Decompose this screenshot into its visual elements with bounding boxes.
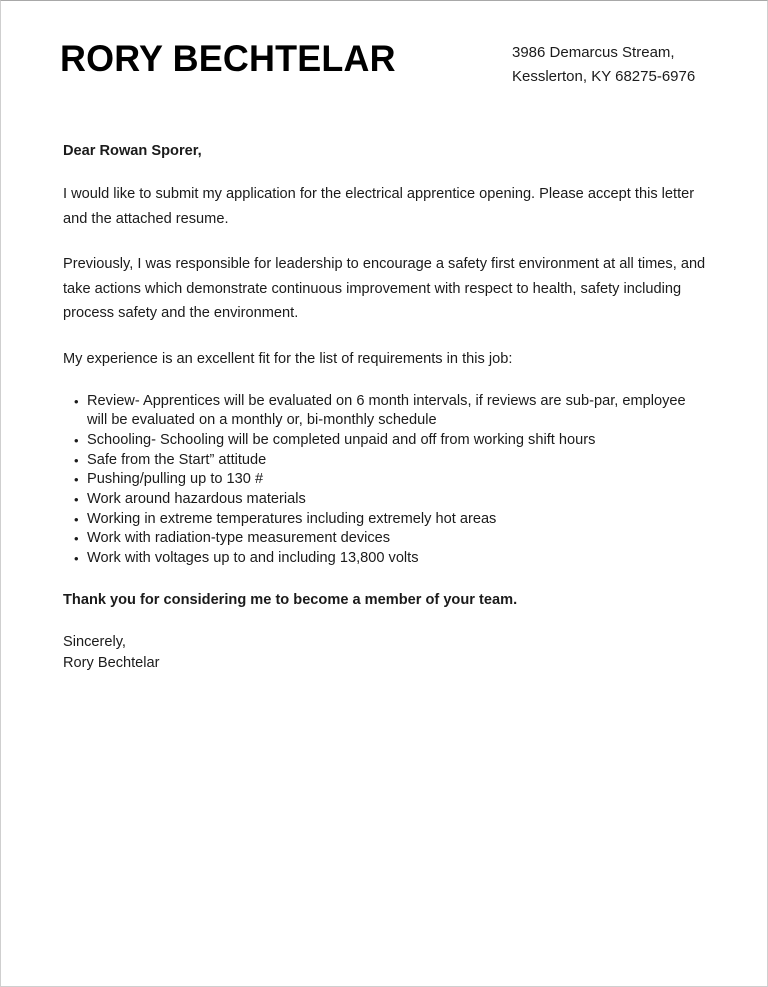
closing-thanks: Thank you for considering me to become a member of your team. <box>63 592 518 609</box>
paragraph-experience: Previously, I was responsible for leadership to encourage a safety first environment at all times, and take actions which demonstrate continuous improvement with respect to health, safety including process safety and the environment. <box>63 256 706 321</box>
list-item: • Schooling- Schooling will be completed unpaid and off from working shift hours <box>63 431 709 450</box>
paragraph-requirements-lead-in: My experience is an excellent fit for the list of requirements in this job: <box>63 350 513 367</box>
list-item: • Work with radiation-type measurement devices <box>63 529 709 548</box>
list-item: • Pushing/pulling up to 130 # <box>63 470 709 489</box>
sender-address <box>512 41 695 89</box>
letterhead <box>1 1 768 121</box>
address-line-city-state-zip: Kesslerton, KY 68275-6976 <box>512 68 696 85</box>
signoff-closing: Sincerely, <box>63 634 126 651</box>
letter-body <box>63 141 709 673</box>
requirements-list <box>63 392 709 568</box>
signature-name: Rory Bechtelar <box>63 654 160 671</box>
salutation: Dear Rowan Sporer, <box>63 143 202 159</box>
list-item: • Work with voltages up to and including 13,800 volts <box>63 549 709 568</box>
signoff-block <box>63 632 709 673</box>
list-item: • Safe from the Start” attitude <box>63 451 709 470</box>
paragraph-intro: I would like to submit my application for the electrical apprentice opening. Please accept this letter and the attached resume. <box>63 186 695 227</box>
list-item: • Working in extreme temperatures including extremely hot areas <box>63 510 709 529</box>
list-item: • Review- Apprentices will be evaluated on 6 month intervals, if reviews are sub-par, employee will be evaluated on a monthly or, bi-monthly schedule <box>63 392 709 430</box>
page-title: RORY BECHTELAR <box>60 38 396 79</box>
list-item: • Work around hazardous materials <box>63 490 709 509</box>
address-line-street: 3986 Demarcus Stream, <box>512 44 675 61</box>
